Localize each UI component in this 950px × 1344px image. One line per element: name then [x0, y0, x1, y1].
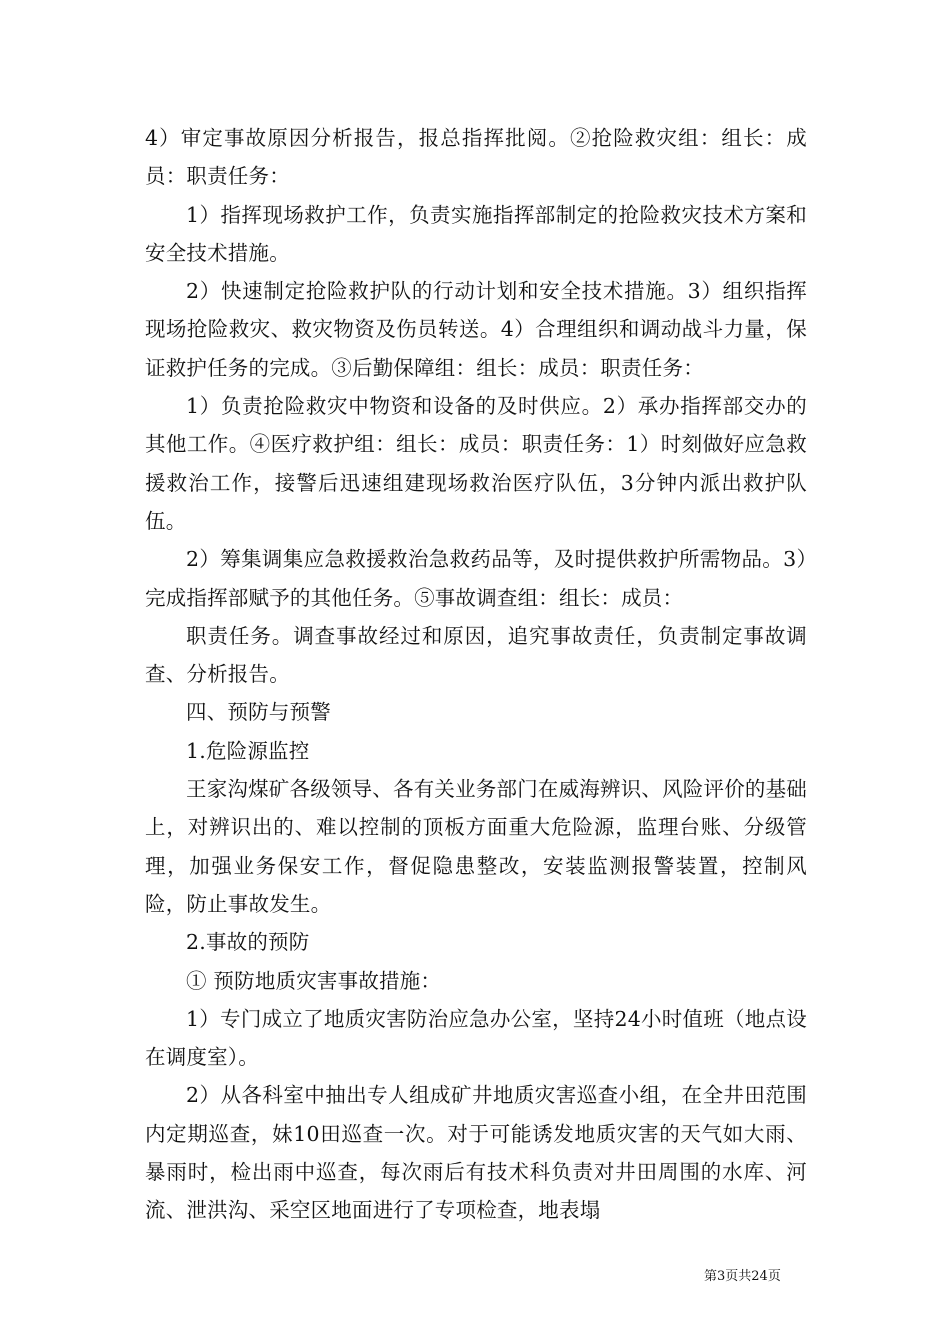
paragraph-measure-2: 2）从各科室中抽出专人组成矿井地质灾害巡查小组，在全井田范围内定期巡查，妹10田巡查一次。对于可能诱发地质灾害的天气如大雨、暴雨时，检出雨中巡查，每次雨后有技术科负责对井田周围的水库、河流、泄洪沟、采空区地面进行了专项检查，地表塌: [145, 1083, 807, 1223]
paragraph-hazard-monitoring: 王家沟煤矿各级领导、各有关业务部门在威海辨识、风险评价的基础上，对辨识出的、难以控制的顶板方面重大危险源，监理台账、分级管理，加强业务保安工作，督促隐患整改，安装监测报警装置，控制风险，防止事故发生。: [145, 777, 807, 916]
document-body: [145, 119, 807, 1230]
paragraph-4: 1）负责抢险救灾中物资和设备的及时供应。2）承办指挥部交办的其他工作。④医疗救护组：组长：成员：职责任务：1）时刻做好应急救援救治工作，接警后迅速组建现场救治医疗队伍，3分钟内派出救护队伍。: [145, 394, 807, 533]
paragraph-1: 4）审定事故原因分析报告，报总指挥批阅。②抢险救灾组：组长：成员：职责任务：: [145, 126, 807, 189]
subheading-accident-prevention: 2.事故的预防: [186, 930, 310, 955]
section-heading-prevention: 四、预防与预警: [186, 700, 331, 725]
paragraph-2: 1）指挥现场救护工作，负责实施指挥部制定的抢险救灾技术方案和安全技术措施。: [145, 202, 807, 265]
paragraph-6: 职责任务。调查事故经过和原因，追究事故责任，负责制定事故调查、分析报告。: [145, 623, 807, 687]
subheading-hazard-monitoring: 1.危险源监控: [186, 738, 310, 763]
paragraph-measure-1: 1）专门成立了地质灾害防治应急办公室，坚持24小时值班（地点设在调度室）。: [145, 1006, 807, 1070]
paragraph-3: 2）快速制定抢险救护队的行动计划和安全技术措施。3）组织指挥现场抢险救灾、救灾物资及伤员转送。4）合理组织和调动战斗力量，保证救护任务的完成。③后勤保障组：组长：成员：职责任务：: [145, 279, 807, 380]
subheading-geological-measures: ① 预防地质灾害事故措施：: [186, 968, 442, 993]
page-number: 第3页共24页: [704, 1269, 781, 1284]
paragraph-5: 2）筹集调集应急救援救治急救药品等，及时提供救护所需物品。3）完成指挥部赋予的其他任务。⑤事故调查组：组长：成员：: [145, 547, 807, 610]
